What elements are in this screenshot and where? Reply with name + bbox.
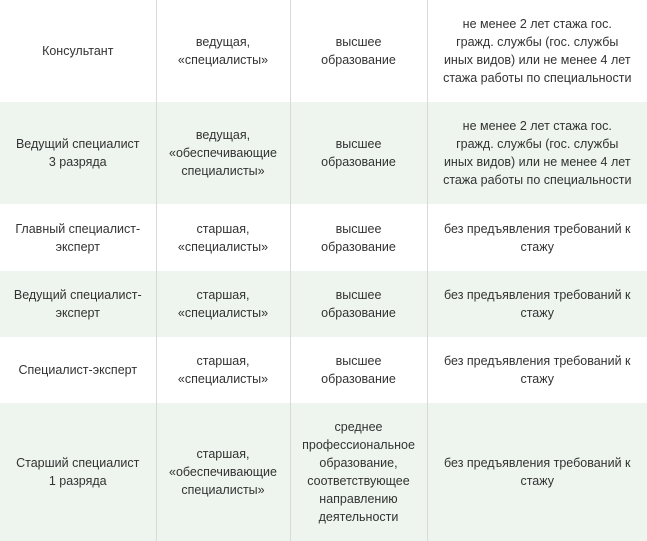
group-text: ведущая, «специалисты» xyxy=(177,35,269,67)
position-text: Главный специалист- эксперт xyxy=(15,221,141,254)
group-cell xyxy=(156,102,290,204)
education-text: высшее образование xyxy=(321,354,396,386)
position-text: Специалист-эксперт xyxy=(18,363,138,377)
table-row xyxy=(0,204,647,271)
experience-cell xyxy=(427,0,647,102)
position-cell xyxy=(0,403,156,541)
experience-text: не менее 2 лет стажа гос. гражд. службы (гос. службы иных видов) или не менее 4 лет стажа работы по специальности xyxy=(443,17,632,85)
education-text: высшее образование xyxy=(321,221,396,254)
education-text: высшее образование xyxy=(321,288,396,320)
experience-text: не менее 2 лет стажа гос. гражд. службы (гос. службы иных видов) или не менее 4 лет стажа работы по специальности xyxy=(443,119,632,187)
group-cell xyxy=(156,271,290,337)
group-cell xyxy=(156,403,290,541)
education-cell xyxy=(290,403,427,541)
table-row xyxy=(0,403,647,541)
table-row xyxy=(0,271,647,337)
group-text: ведущая, «обеспечивающие специалисты» xyxy=(169,128,277,178)
group-text: старшая, «специалисты» xyxy=(177,354,269,386)
education-cell xyxy=(290,337,427,403)
experience-cell xyxy=(427,102,647,204)
table-row xyxy=(0,102,647,204)
position-cell xyxy=(0,204,156,271)
position-cell xyxy=(0,102,156,204)
position-text: Старший специалист 1 разряда xyxy=(16,456,140,488)
group-text: старшая, «специалисты» xyxy=(177,288,269,320)
education-cell xyxy=(290,0,427,102)
position-text: Ведущий специалист- эксперт xyxy=(13,288,142,320)
position-cell xyxy=(0,0,156,102)
education-cell xyxy=(290,102,427,204)
education-cell xyxy=(290,271,427,337)
position-cell xyxy=(0,271,156,337)
position-text: Консультант xyxy=(42,44,114,58)
group-text: старшая, «специалисты» xyxy=(177,221,269,254)
group-cell xyxy=(156,0,290,102)
experience-text: без предъявления требований к стажу xyxy=(444,456,631,488)
experience-text: без предъявления требований к стажу xyxy=(444,288,631,320)
group-cell xyxy=(156,337,290,403)
education-cell xyxy=(290,204,427,271)
education-text: среднее профессиональное образование, соответствующее направлению деятельности xyxy=(302,420,415,524)
position-cell xyxy=(0,337,156,403)
experience-cell xyxy=(427,204,647,271)
experience-cell xyxy=(427,271,647,337)
experience-text: без предъявления требований к стажу xyxy=(444,354,631,386)
education-text: высшее образование xyxy=(321,137,396,169)
group-text: старшая, «обеспечивающие специалисты» xyxy=(169,447,277,497)
position-text: Ведущий специалист 3 разряда xyxy=(15,137,140,169)
experience-cell xyxy=(427,337,647,403)
table-row xyxy=(0,0,647,102)
experience-cell xyxy=(427,403,647,541)
education-text: высшее образование xyxy=(321,35,396,67)
experience-text: без предъявления требований к стажу xyxy=(444,221,631,254)
table-row xyxy=(0,337,647,403)
group-cell xyxy=(156,204,290,271)
